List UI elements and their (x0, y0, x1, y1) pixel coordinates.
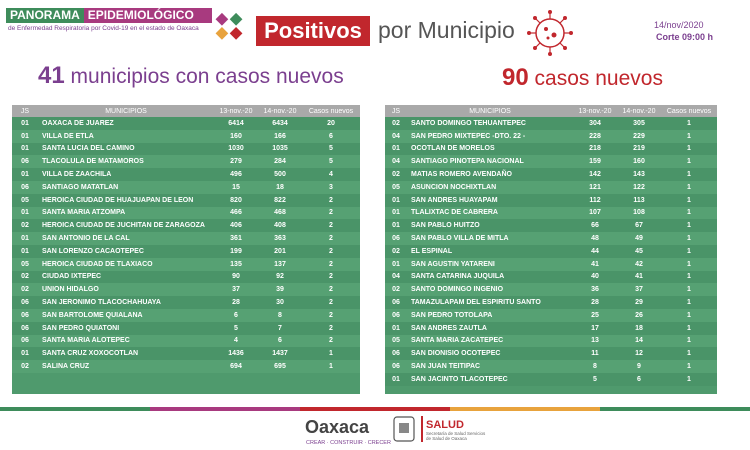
left-table-panel (12, 105, 360, 394)
cell-13nov: 28 (214, 296, 258, 309)
cell-municipio: SAN AGUSTIN YATARENI (407, 258, 573, 271)
table-row (385, 347, 717, 360)
cell-municipio: HEROICA CIUDAD DE JUCHITAN DE ZARAGOZA (38, 219, 214, 232)
cell-js: 02 (12, 271, 38, 284)
cell-13nov: 48 (573, 232, 617, 245)
table-row (385, 283, 717, 296)
cell-casos-nuevos: 2 (302, 322, 360, 335)
table-row (12, 219, 360, 232)
cell-municipio: SALINA CRUZ (38, 360, 214, 373)
cell-14nov: 468 (258, 207, 302, 220)
col-14nov: 14-nov.-20 (258, 105, 302, 117)
cell-13nov: 218 (573, 143, 617, 156)
cell-casos-nuevos: 1 (302, 347, 360, 360)
cell-municipio: SAN LORENZO CACAOTEPEC (38, 245, 214, 258)
table-row (12, 168, 360, 181)
cell-municipio: SANTA CRUZ XOXOCOTLAN (38, 347, 214, 360)
cell-municipio: SANTO DOMINGO TEHUANTEPEC (407, 117, 573, 130)
cell-js: 06 (12, 309, 38, 322)
table-row (12, 271, 360, 284)
cell-casos-nuevos: 2 (302, 258, 360, 271)
cell-municipio: CIUDAD IXTEPEC (38, 271, 214, 284)
cell-casos-nuevos: 1 (661, 155, 717, 168)
cell-13nov: 25 (573, 309, 617, 322)
cell-14nov: 500 (258, 168, 302, 181)
table-row (385, 143, 717, 156)
cell-js: 01 (12, 245, 38, 258)
cell-js: 02 (385, 283, 407, 296)
cell-municipio: SAN JUAN TEITIPAC (407, 360, 573, 373)
cell-13nov: 361 (214, 232, 258, 245)
cell-municipio: OAXACA DE JUAREZ (38, 117, 214, 130)
cell-casos-nuevos: 1 (661, 283, 717, 296)
municipios-count: 41 (38, 62, 65, 89)
cell-casos-nuevos: 1 (661, 373, 717, 386)
casos-text: casos nuevos (534, 67, 663, 90)
cell-13nov: 66 (573, 219, 617, 232)
col-13nov: 13-nov.-20 (214, 105, 258, 117)
cell-14nov: 6434 (258, 117, 302, 130)
cell-13nov: 6 (214, 309, 258, 322)
cell-14nov: 42 (617, 258, 661, 271)
salud-divider (421, 416, 423, 442)
table-row (12, 232, 360, 245)
cell-14nov: 37 (617, 283, 661, 296)
cell-js: 01 (385, 373, 407, 386)
cell-14nov: 67 (617, 219, 661, 232)
cell-14nov: 7 (258, 322, 302, 335)
cell-casos-nuevos: 1 (661, 168, 717, 181)
cell-casos-nuevos: 1 (661, 232, 717, 245)
left-table-header (12, 105, 360, 117)
municipios-text: municipios con casos nuevos (70, 65, 344, 88)
cell-municipio: UNION HIDALGO (38, 283, 214, 296)
cell-14nov: 219 (617, 143, 661, 156)
cell-casos-nuevos: 2 (302, 309, 360, 322)
cell-municipio: SANTA MARIA ATZOMPA (38, 207, 214, 220)
cell-13nov: 44 (573, 245, 617, 258)
cell-14nov: 166 (258, 130, 302, 143)
table-row (385, 155, 717, 168)
table-row (12, 283, 360, 296)
cell-js: 05 (12, 194, 38, 207)
cell-14nov: 39 (258, 283, 302, 296)
cell-casos-nuevos: 20 (302, 117, 360, 130)
cell-13nov: 41 (573, 258, 617, 271)
brand-logo-icon (214, 12, 244, 42)
cell-js: 01 (385, 207, 407, 220)
table-row (12, 347, 360, 360)
cell-casos-nuevos: 5 (302, 143, 360, 156)
table-row (385, 130, 717, 143)
virus-icon (525, 8, 575, 58)
cell-municipio: SAN PEDRO QUIATONI (38, 322, 214, 335)
cell-casos-nuevos: 1 (661, 194, 717, 207)
cell-municipio: SANTIAGO MATATLAN (38, 181, 214, 194)
cell-13nov: 13 (573, 335, 617, 348)
cell-js: 01 (385, 219, 407, 232)
table-row (12, 117, 360, 130)
cell-13nov: 496 (214, 168, 258, 181)
cell-13nov: 37 (214, 283, 258, 296)
cell-13nov: 112 (573, 194, 617, 207)
cell-municipio: SANTA CATARINA JUQUILA (407, 271, 573, 284)
cell-14nov: 284 (258, 155, 302, 168)
cell-14nov: 30 (258, 296, 302, 309)
table-row (12, 322, 360, 335)
report-cutoff: Corte 09:00 h (656, 32, 714, 42)
report-date: 14/nov/2020 (654, 20, 704, 30)
cell-municipio: SANTA LUCIA DEL CAMINO (38, 143, 214, 156)
cell-casos-nuevos: 1 (661, 296, 717, 309)
cell-casos-nuevos: 1 (661, 207, 717, 220)
cell-js: 04 (385, 271, 407, 284)
casos-count: 90 (502, 64, 529, 91)
cell-js: 06 (385, 296, 407, 309)
cell-municipio: TAMAZULAPAM DEL ESPIRITU SANTO (407, 296, 573, 309)
cell-casos-nuevos: 1 (661, 181, 717, 194)
cell-13nov: 279 (214, 155, 258, 168)
cell-municipio: SANTA MARIA ZACATEPEC (407, 335, 573, 348)
table-row (385, 168, 717, 181)
cell-14nov: 9 (617, 360, 661, 373)
cell-14nov: 18 (617, 322, 661, 335)
cell-13nov: 90 (214, 271, 258, 284)
cell-casos-nuevos: 1 (661, 347, 717, 360)
title-por-municipio: por Municipio (378, 17, 515, 43)
salud-logo: SALUD (426, 419, 464, 431)
table-row (385, 117, 717, 130)
cell-13nov: 820 (214, 194, 258, 207)
cell-14nov: 113 (617, 194, 661, 207)
table-row (385, 194, 717, 207)
cell-casos-nuevos: 5 (302, 155, 360, 168)
cell-municipio: SANTO DOMINGO INGENIO (407, 283, 573, 296)
cell-municipio: ASUNCION NOCHIXTLAN (407, 181, 573, 194)
cell-municipio: SAN JERONIMO TLACOCHAHUAYA (38, 296, 214, 309)
cell-js: 01 (12, 168, 38, 181)
cell-13nov: 228 (573, 130, 617, 143)
brand-epidemiologico: EPIDEMIOLÓGICO (84, 8, 212, 23)
cell-casos-nuevos: 2 (302, 335, 360, 348)
cell-casos-nuevos: 1 (661, 258, 717, 271)
cell-13nov: 694 (214, 360, 258, 373)
cell-13nov: 15 (214, 181, 258, 194)
cell-13nov: 466 (214, 207, 258, 220)
cell-municipio: VILLA DE ZAACHILA (38, 168, 214, 181)
table-row (12, 309, 360, 322)
table-row (385, 232, 717, 245)
cell-js: 06 (385, 360, 407, 373)
cell-municipio: VILLA DE ETLA (38, 130, 214, 143)
cell-casos-nuevos: 2 (302, 245, 360, 258)
cell-casos-nuevos: 3 (302, 181, 360, 194)
cell-casos-nuevos: 1 (661, 245, 717, 258)
cell-js: 01 (12, 117, 38, 130)
col-js: JS (12, 105, 38, 117)
cell-14nov: 160 (617, 155, 661, 168)
col-municipios: MUNICIPIOS (38, 105, 214, 117)
table-row (385, 335, 717, 348)
cell-14nov: 92 (258, 271, 302, 284)
cell-municipio: SAN PABLO HUITZO (407, 219, 573, 232)
table-row (385, 296, 717, 309)
table-row (12, 296, 360, 309)
table-row (385, 245, 717, 258)
table-row (12, 207, 360, 220)
cell-14nov: 45 (617, 245, 661, 258)
cell-js: 02 (12, 219, 38, 232)
cell-13nov: 1030 (214, 143, 258, 156)
cell-municipio: TLACOLULA DE MATAMOROS (38, 155, 214, 168)
cell-js: 02 (385, 245, 407, 258)
cell-14nov: 122 (617, 181, 661, 194)
cell-js: 04 (385, 130, 407, 143)
cell-13nov: 160 (214, 130, 258, 143)
cell-municipio: SAN PABLO VILLA DE MITLA (407, 232, 573, 245)
right-table (385, 105, 717, 386)
cell-13nov: 11 (573, 347, 617, 360)
table-row (12, 258, 360, 271)
cell-casos-nuevos: 1 (661, 143, 717, 156)
cell-13nov: 135 (214, 258, 258, 271)
cell-municipio: SANTA MARIA ALOTEPEC (38, 335, 214, 348)
cell-13nov: 304 (573, 117, 617, 130)
cell-casos-nuevos: 1 (661, 117, 717, 130)
cell-municipio: SAN ANTONIO DE LA CAL (38, 232, 214, 245)
cell-14nov: 6 (617, 373, 661, 386)
table-row (385, 271, 717, 284)
col-js: JS (385, 105, 407, 117)
cell-municipio: MATIAS ROMERO AVENDAÑO (407, 168, 573, 181)
cell-casos-nuevos: 2 (302, 283, 360, 296)
cell-municipio: SANTIAGO PINOTEPA NACIONAL (407, 155, 573, 168)
table-row (385, 373, 717, 386)
table-row (385, 258, 717, 271)
cell-municipio: HEROICA CIUDAD DE TLAXIACO (38, 258, 214, 271)
table-row (12, 130, 360, 143)
col-municipios: MUNICIPIOS (407, 105, 573, 117)
cell-casos-nuevos: 1 (661, 309, 717, 322)
cell-js: 01 (12, 143, 38, 156)
cell-14nov: 229 (617, 130, 661, 143)
cell-13nov: 107 (573, 207, 617, 220)
table-row (385, 322, 717, 335)
col-14nov: 14-nov.-20 (617, 105, 661, 117)
state-seal-icon (390, 415, 418, 445)
oaxaca-logo: Oaxaca (305, 417, 370, 437)
cell-13nov: 121 (573, 181, 617, 194)
cell-14nov: 1437 (258, 347, 302, 360)
cell-14nov: 6 (258, 335, 302, 348)
cell-js: 06 (12, 322, 38, 335)
cell-14nov: 137 (258, 258, 302, 271)
cell-casos-nuevos: 1 (302, 360, 360, 373)
cell-js: 01 (12, 347, 38, 360)
table-row (385, 207, 717, 220)
table-row (12, 360, 360, 373)
left-table-body (12, 117, 360, 373)
cell-js: 02 (12, 360, 38, 373)
casos-headline (502, 64, 663, 92)
cell-14nov: 41 (617, 271, 661, 284)
cell-13nov: 1436 (214, 347, 258, 360)
cell-js: 06 (385, 232, 407, 245)
cell-13nov: 6414 (214, 117, 258, 130)
cell-js: 05 (385, 181, 407, 194)
cell-13nov: 142 (573, 168, 617, 181)
municipios-headline (38, 62, 344, 90)
col-13nov: 13-nov.-20 (573, 105, 617, 117)
cell-13nov: 28 (573, 296, 617, 309)
oaxaca-tagline: CREAR · CONSTRUIR · CRECER (306, 440, 391, 446)
cell-13nov: 406 (214, 219, 258, 232)
salud-subtitle: Secretaría de Salud Servicios de Salud de Oaxaca (426, 431, 486, 441)
cell-js: 01 (12, 232, 38, 245)
right-table-body (385, 117, 717, 386)
footer-stripe (0, 407, 750, 411)
cell-casos-nuevos: 1 (661, 335, 717, 348)
cell-municipio: HEROICA CIUDAD DE HUAJUAPAN DE LEON (38, 194, 214, 207)
cell-13nov: 5 (214, 322, 258, 335)
col-casos-nuevos: Casos nuevos (661, 105, 717, 117)
cell-js: 01 (385, 194, 407, 207)
table-row (12, 245, 360, 258)
brand-panorama: PANORAMA (6, 8, 84, 23)
cell-14nov: 12 (617, 347, 661, 360)
cell-municipio: SAN PEDRO TOTOLAPA (407, 309, 573, 322)
cell-js: 02 (385, 117, 407, 130)
cell-14nov: 408 (258, 219, 302, 232)
cell-municipio: SAN JACINTO TLACOTEPEC (407, 373, 573, 386)
cell-14nov: 1035 (258, 143, 302, 156)
table-row (385, 360, 717, 373)
cell-14nov: 143 (617, 168, 661, 181)
cell-13nov: 40 (573, 271, 617, 284)
cell-13nov: 199 (214, 245, 258, 258)
cell-casos-nuevos: 1 (661, 322, 717, 335)
cell-js: 04 (385, 155, 407, 168)
cell-municipio: SAN DIONISIO OCOTEPEC (407, 347, 573, 360)
cell-13nov: 5 (573, 373, 617, 386)
cell-14nov: 49 (617, 232, 661, 245)
cell-js: 01 (12, 130, 38, 143)
cell-municipio: SAN BARTOLOME QUIALANA (38, 309, 214, 322)
brand-banner (6, 8, 212, 23)
cell-casos-nuevos: 2 (302, 271, 360, 284)
cell-13nov: 4 (214, 335, 258, 348)
cell-casos-nuevos: 1 (661, 360, 717, 373)
table-row (385, 181, 717, 194)
table-row (385, 219, 717, 232)
cell-casos-nuevos: 1 (661, 219, 717, 232)
cell-js: 06 (12, 181, 38, 194)
cell-js: 02 (12, 283, 38, 296)
table-row (12, 194, 360, 207)
cell-municipio: SAN ANDRES ZAUTLA (407, 322, 573, 335)
cell-14nov: 29 (617, 296, 661, 309)
table-row (12, 335, 360, 348)
cell-js: 01 (12, 207, 38, 220)
cell-js: 02 (385, 168, 407, 181)
cell-14nov: 822 (258, 194, 302, 207)
cell-casos-nuevos: 2 (302, 219, 360, 232)
cell-casos-nuevos: 1 (661, 271, 717, 284)
cell-casos-nuevos: 2 (302, 207, 360, 220)
cell-js: 01 (385, 322, 407, 335)
right-table-panel (385, 105, 717, 394)
cell-casos-nuevos: 6 (302, 130, 360, 143)
cell-municipio: SAN ANDRES HUAYAPAM (407, 194, 573, 207)
cell-14nov: 363 (258, 232, 302, 245)
cell-casos-nuevos: 2 (302, 194, 360, 207)
title-positivos: Positivos (256, 16, 370, 46)
cell-js: 06 (12, 155, 38, 168)
cell-casos-nuevos: 1 (661, 130, 717, 143)
cell-municipio: EL ESPINAL (407, 245, 573, 258)
cell-js: 01 (385, 258, 407, 271)
cell-14nov: 305 (617, 117, 661, 130)
cell-14nov: 14 (617, 335, 661, 348)
col-casos-nuevos: Casos nuevos (302, 105, 360, 117)
cell-js: 06 (12, 296, 38, 309)
cell-municipio: OCOTLAN DE MORELOS (407, 143, 573, 156)
cell-casos-nuevos: 2 (302, 232, 360, 245)
cell-municipio: SAN PEDRO MIXTEPEC -DTO. 22 - (407, 130, 573, 143)
cell-14nov: 201 (258, 245, 302, 258)
cell-14nov: 695 (258, 360, 302, 373)
cell-14nov: 8 (258, 309, 302, 322)
cell-municipio: TLALIXTAC DE CABRERA (407, 207, 573, 220)
cell-13nov: 17 (573, 322, 617, 335)
brand-subtitle: de Enfermedad Respiratoria por Covid-19 en el estado de Oaxaca (8, 25, 199, 32)
cell-js: 05 (385, 335, 407, 348)
cell-js: 05 (12, 258, 38, 271)
left-table (12, 105, 360, 373)
table-row (385, 309, 717, 322)
table-row (12, 143, 360, 156)
cell-casos-nuevos: 2 (302, 296, 360, 309)
cell-casos-nuevos: 4 (302, 168, 360, 181)
right-table-header (385, 105, 717, 117)
cell-13nov: 36 (573, 283, 617, 296)
cell-js: 01 (385, 143, 407, 156)
cell-14nov: 26 (617, 309, 661, 322)
cell-14nov: 18 (258, 181, 302, 194)
cell-js: 06 (385, 347, 407, 360)
cell-13nov: 159 (573, 155, 617, 168)
cell-14nov: 108 (617, 207, 661, 220)
table-row (12, 155, 360, 168)
cell-13nov: 8 (573, 360, 617, 373)
cell-js: 06 (12, 335, 38, 348)
cell-js: 06 (385, 309, 407, 322)
table-row (12, 181, 360, 194)
